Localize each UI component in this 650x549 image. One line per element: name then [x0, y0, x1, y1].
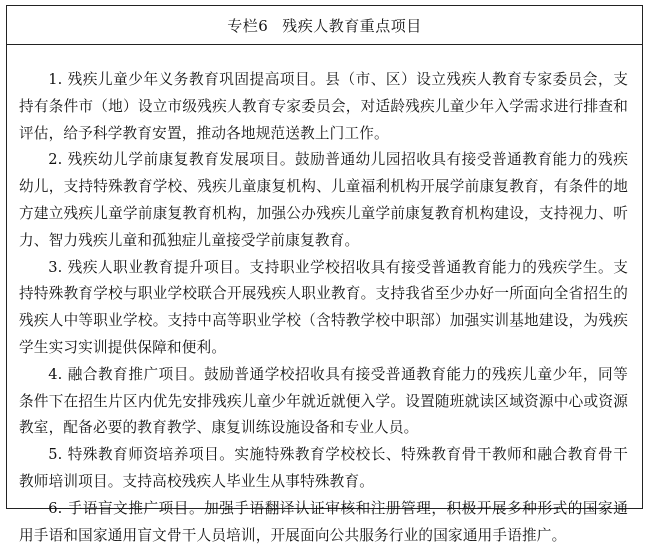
item-text: 融合教育推广项目。鼓励普通学校招收具有接受普通教育能力的残疾儿童少年，同等条件下在招生片区内优先安排残疾儿童少年就近就便入学。设置随班就读区域资源中心或资源教室，配备必要的教育教学、康复训练设施设备和专业人员。 — [19, 365, 628, 437]
item-number: 1. — [48, 71, 63, 88]
list-item — [19, 442, 628, 496]
item-text: 特殊教育师资培养项目。实施特殊教育学校校长、特殊教育骨干教师和融合教育骨干教师培训项目。支持高校残疾人毕业生从事特殊教育。 — [19, 446, 628, 490]
box-header — [7, 6, 642, 45]
item-number: 3. — [48, 258, 63, 276]
item-list — [7, 45, 642, 549]
list-item — [19, 255, 628, 362]
item-number: 6. — [48, 499, 63, 517]
item-number: 4. — [48, 365, 63, 383]
list-item — [19, 67, 628, 147]
list-item — [19, 362, 628, 442]
list-item — [19, 496, 628, 549]
item-text: 残疾人职业教育提升项目。支持职业学校招收具有接受普通教育能力的残疾学生。支持特殊教育学校与职业学校联合开展残疾人职业教育。支持我省至少办好一所面向全省招生的残疾人中等职业学校。支持中高等职业学校（含特教学校中职部）加强实训基地建设，为残疾学生实习实训提供保障和便利。 — [19, 258, 628, 356]
item-text: 残疾儿童少年义务教育巩固提高项目。县（市、区）设立残疾人教育专家委员会，支持有条件市（地）设立市级残疾人教育专家委员会，对适龄残疾儿童少年入学需求进行排查和评估，给予科学教育安置，推动各地规范送教上门工作。 — [19, 71, 628, 142]
box-label: 专栏6 — [227, 16, 269, 35]
item-text: 残疾幼儿学前康复教育发展项目。鼓励普通幼儿园招收具有接受普通教育能力的残疾幼儿，支持特殊教育学校、残疾儿童康复机构、儿童福利机构开展学前康复教育，有条件的地方建立残疾儿童学前康复教育机构，加强公办残疾儿童学前康复教育机构建设，支持视力、听力、智力残疾儿童和孤独症儿童接受学前康复教育。 — [19, 151, 628, 249]
list-item — [19, 147, 628, 254]
feature-box — [6, 5, 643, 544]
item-text: 手语盲文推广项目。加强手语翻译认证审核和注册管理，积极开展多种形式的国家通用手语和国家通用盲文骨干人员培训，开展面向公共服务行业的国家通用手语推广。 — [19, 499, 628, 544]
item-number: 2. — [48, 151, 63, 169]
box-title: 残疾人教育重点项目 — [282, 16, 422, 35]
item-number: 5. — [48, 446, 63, 464]
